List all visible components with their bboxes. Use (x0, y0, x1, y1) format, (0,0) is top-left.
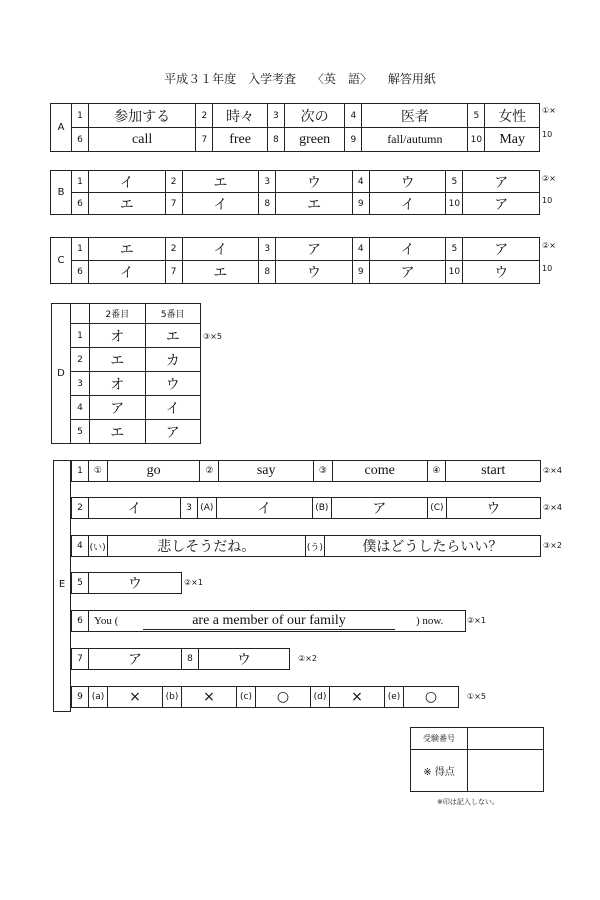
score-label: ※ 得点 (411, 750, 468, 792)
q-number: 4 (352, 238, 369, 261)
q-number: 9 (71, 686, 89, 708)
answer-cell: 時々 (213, 104, 268, 128)
answer-cell: イ (369, 193, 446, 215)
answer-cell: オ (90, 372, 146, 396)
q-number: 10 (446, 261, 463, 284)
q-number: 5 (446, 171, 463, 193)
q-number: 8 (259, 261, 276, 284)
e-q9-row (71, 686, 459, 708)
q-number: 9 (352, 261, 369, 284)
points-c: ②× (542, 241, 556, 250)
exam-info-box (410, 727, 544, 792)
q-number: 4 (71, 396, 90, 420)
answer-cell: エ (276, 193, 353, 215)
answer-cell: イ (89, 171, 166, 193)
exam-number-label: 受験番号 (411, 728, 468, 750)
answer-cell: go (107, 460, 201, 482)
answer-cell: ウ (145, 372, 201, 396)
header-blank (71, 304, 90, 324)
sub-mark: ④ (427, 460, 447, 482)
sub-mark: (c) (236, 686, 256, 708)
q-number: 1 (71, 324, 90, 348)
q-number: 3 (259, 238, 276, 261)
section-d-label: D (52, 304, 71, 444)
answer-cell: ア (276, 238, 353, 261)
q-number: 2 (196, 104, 213, 128)
answer-cell: エ (145, 324, 201, 348)
answer-cell: call (89, 128, 196, 152)
page-title (0, 70, 600, 87)
e-q2-row (71, 497, 541, 519)
q-number: 7 (71, 648, 89, 670)
answer-cell: 悲しそうだね。 (107, 535, 306, 557)
sub-mark: ③ (313, 460, 333, 482)
q-number: 5 (71, 420, 90, 444)
header-2nd: 2番目 (90, 304, 146, 324)
answer-cell: say (218, 460, 314, 482)
sub-mark: (い) (88, 535, 108, 557)
answer-cell: エ (182, 171, 259, 193)
points-e2: ②×4 (543, 503, 562, 512)
q-number: 3 (259, 171, 276, 193)
q-number: 5 (71, 572, 89, 594)
answer-cell: エ (182, 261, 259, 284)
sub-mark: (b) (162, 686, 182, 708)
q-number: 6 (72, 261, 89, 284)
e-q4-row (71, 535, 541, 557)
header-5th: 5番目 (145, 304, 201, 324)
answer-cell: ○ (255, 686, 311, 708)
q-number: 4 (352, 171, 369, 193)
q-number: 1 (71, 460, 89, 482)
answer-cell: green (284, 128, 344, 152)
sub-mark: (d) (310, 686, 330, 708)
sub-mark: (う) (305, 535, 325, 557)
sub-mark: (A) (197, 497, 217, 519)
q-number: 7 (196, 128, 213, 152)
q-number: 2 (165, 238, 182, 261)
answer-cell: エ (89, 238, 166, 261)
sub-mark: ② (199, 460, 219, 482)
points-a: ①× (542, 106, 556, 115)
answer-cell: ア (331, 497, 428, 519)
q-number: 5 (468, 104, 485, 128)
e-q1-row (71, 460, 541, 482)
answer-cell: × (107, 686, 163, 708)
q-number: 8 (181, 648, 199, 670)
answer-cell: 次の (284, 104, 344, 128)
q-number: 1 (72, 238, 89, 261)
points-e5: ②×1 (184, 578, 203, 587)
points-e9: ①×5 (467, 692, 486, 701)
q-number: 9 (352, 193, 369, 215)
q-number: 1 (72, 171, 89, 193)
answer-cell: ウ (198, 648, 290, 670)
q-number: 3 (71, 372, 90, 396)
q-number: 2 (71, 348, 90, 372)
q6-prefix: You ( (94, 615, 119, 627)
answer-cell: エ (90, 348, 146, 372)
answer-cell: are a member of our family (143, 613, 395, 630)
title-subject: 〈英 語〉 (311, 72, 372, 86)
answer-cell: ○ (403, 686, 459, 708)
section-b (50, 170, 540, 215)
answer-cell: オ (90, 324, 146, 348)
answer-cell: 僕はどうしたらいい？ (324, 535, 541, 557)
sub-mark: (e) (384, 686, 404, 708)
answer-cell: start (445, 460, 541, 482)
q-number: 6 (72, 128, 89, 152)
answer-cell: 女性 (485, 104, 540, 128)
answer-cell: ウ (446, 497, 541, 519)
points-a-num: 10 (542, 130, 553, 139)
section-b-label: B (51, 171, 72, 215)
answer-cell: 医者 (362, 104, 468, 128)
answer-cell: ウ (369, 171, 446, 193)
answer-cell: ア (88, 648, 182, 670)
answer-cell: ア (463, 171, 540, 193)
answer-cell: ア (145, 420, 201, 444)
answer-cell: エ (90, 420, 146, 444)
q-number: 5 (446, 238, 463, 261)
answer-cell: ウ (463, 261, 540, 284)
section-a (50, 103, 540, 152)
answer-cell: fall/autumn (362, 128, 468, 152)
q-number: 6 (72, 193, 89, 215)
sub-mark: (a) (88, 686, 108, 708)
points-c-num: 10 (542, 264, 553, 273)
points-e7: ②×2 (298, 654, 317, 663)
q-number: 10 (468, 128, 485, 152)
q6-suffix: ) now. (416, 615, 444, 627)
sub-mark: (C) (427, 497, 447, 519)
q-number: 7 (165, 193, 182, 215)
answer-cell: × (181, 686, 237, 708)
sub-mark: ① (88, 460, 108, 482)
q-number: 6 (71, 610, 89, 632)
points-d: ③×5 (203, 332, 222, 341)
answer-cell: エ (89, 193, 166, 215)
q-number: 1 (72, 104, 89, 128)
score-field (468, 750, 544, 792)
title-sheet: 解答用紙 (387, 72, 436, 86)
answer-cell: ウ (276, 171, 353, 193)
answer-cell: イ (88, 497, 181, 519)
answer-cell: ア (369, 261, 446, 284)
answer-cell: イ (369, 238, 446, 261)
q-number: 2 (71, 497, 89, 519)
answer-cell: イ (89, 261, 166, 284)
footer-note: ※印は記入しない。 (437, 798, 499, 806)
q-number: 2 (165, 171, 182, 193)
q-number: 3 (267, 104, 284, 128)
q-number: 7 (165, 261, 182, 284)
sub-mark: (B) (312, 497, 332, 519)
q-number: 8 (259, 193, 276, 215)
answer-cell: ア (463, 238, 540, 261)
answer-cell: ウ (276, 261, 353, 284)
q-number: 3 (180, 497, 198, 519)
section-d (51, 303, 201, 444)
answer-cell: ウ (88, 572, 182, 594)
answer-cell: ア (90, 396, 146, 420)
q6-sentence (88, 610, 466, 632)
answer-cell: × (329, 686, 385, 708)
points-e1: ②×4 (543, 466, 562, 475)
answer-cell: 参加する (89, 104, 196, 128)
section-e-label-box (53, 460, 71, 712)
e-q5-row (71, 572, 182, 594)
points-e6: ②×1 (467, 616, 486, 625)
answer-cell: come (332, 460, 428, 482)
e-q7-row (71, 648, 290, 670)
exam-number-field (468, 728, 544, 750)
answer-cell: イ (145, 396, 201, 420)
q-number: 8 (267, 128, 284, 152)
points-e4: ③×2 (543, 541, 562, 550)
q-number: 4 (71, 535, 89, 557)
section-c-label: C (51, 238, 72, 284)
answer-cell: イ (182, 238, 259, 261)
points-b: ②× (542, 174, 556, 183)
q-number: 4 (345, 104, 362, 128)
title-main: 平成３１年度 入学考査 (164, 72, 297, 86)
answer-cell: May (485, 128, 540, 152)
answer-cell: free (213, 128, 268, 152)
answer-cell: カ (145, 348, 201, 372)
e-q6-row (71, 610, 466, 632)
q-number: 10 (446, 193, 463, 215)
answer-cell: イ (182, 193, 259, 215)
q-number: 9 (345, 128, 362, 152)
points-b-num: 10 (542, 196, 553, 205)
answer-cell: ア (463, 193, 540, 215)
section-a-label: A (51, 104, 72, 152)
section-c (50, 237, 540, 284)
section-e-label: E (58, 579, 66, 590)
answer-cell: イ (216, 497, 313, 519)
